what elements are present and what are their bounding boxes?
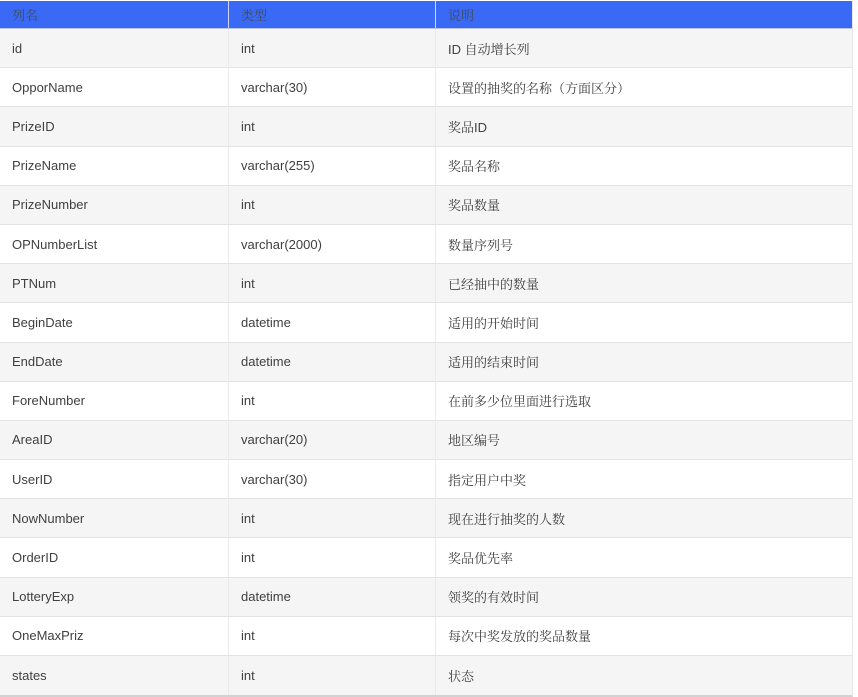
table-row — [0, 578, 852, 617]
cell-field-type: int — [228, 656, 435, 695]
cell-field-name: PTNum — [12, 275, 57, 291]
cell-field-type: int — [228, 186, 435, 224]
table-row — [0, 107, 852, 146]
cell-field-type: varchar(20) — [228, 421, 435, 459]
cell-field-type: varchar(2000) — [228, 225, 435, 263]
table-header-row — [0, 1, 852, 29]
cell-field-type: int — [228, 617, 435, 655]
cell-field-type: varchar(30) — [228, 460, 435, 498]
cell-field-desc: 设置的抽奖的名称（方面区分） — [435, 68, 852, 106]
cell-field-name: ForeNumber — [12, 393, 85, 409]
cell-field-desc: 指定用户中奖 — [435, 460, 852, 498]
cell-field-name: OneMaxPriz — [12, 628, 84, 644]
header-cell-column-desc: 说明 — [435, 1, 852, 28]
cell-field-desc: 在前多少位里面进行选取 — [435, 382, 852, 420]
cell-field-type: varchar(30) — [228, 68, 435, 106]
table-row — [0, 225, 852, 264]
table-row — [0, 186, 852, 225]
table-row — [0, 303, 852, 342]
cell-field-type: int — [228, 499, 435, 537]
cell-field-name: LotteryExp — [12, 589, 75, 605]
cell-field-type: datetime — [228, 303, 435, 341]
table-row — [0, 264, 852, 303]
cell-field-type: int — [228, 264, 435, 302]
cell-field-name: NowNumber — [12, 510, 85, 526]
cell-field-desc: 适用的结束时间 — [435, 343, 852, 381]
cell-field-name: PrizeID — [12, 118, 55, 134]
cell-field-type: int — [228, 107, 435, 145]
table-row — [0, 538, 852, 577]
table-row — [0, 656, 852, 695]
table-body — [0, 29, 852, 695]
cell-field-type: varchar(255) — [228, 147, 435, 185]
table-row — [0, 421, 852, 460]
cell-field-desc: ID 自动增长列 — [435, 29, 852, 67]
cell-field-desc: 领奖的有效时间 — [435, 578, 852, 616]
table-row — [0, 382, 852, 421]
cell-field-type: int — [228, 382, 435, 420]
cell-field-type: int — [228, 538, 435, 576]
cell-field-desc: 每次中奖发放的奖品数量 — [435, 617, 852, 655]
cell-field-desc: 数量序列号 — [435, 225, 852, 263]
cell-field-name: UserID — [12, 471, 53, 487]
header-cell-column-type: 类型 — [228, 1, 435, 28]
cell-field-desc: 奖品ID — [435, 107, 852, 145]
table-row — [0, 343, 852, 382]
cell-field-desc: 现在进行抽奖的人数 — [435, 499, 852, 537]
cell-field-desc: 奖品优先率 — [435, 538, 852, 576]
cell-field-desc: 奖品名称 — [435, 147, 852, 185]
cell-field-type: int — [228, 29, 435, 67]
cell-field-name: OpporName — [12, 79, 83, 95]
table-row — [0, 499, 852, 538]
cell-field-name: OrderID — [12, 550, 59, 566]
cell-field-desc: 适用的开始时间 — [435, 303, 852, 341]
table-row — [0, 617, 852, 656]
cell-field-name: AreaID — [12, 432, 53, 448]
cell-field-desc: 奖品数量 — [435, 186, 852, 224]
cell-field-name: PrizeNumber — [12, 197, 88, 213]
cell-field-desc: 状态 — [435, 656, 852, 695]
cell-field-type: datetime — [228, 343, 435, 381]
cell-field-name: states — [12, 668, 47, 684]
cell-field-name: EndDate — [12, 354, 63, 370]
cell-field-type: datetime — [228, 578, 435, 616]
cell-field-desc: 地区编号 — [435, 421, 852, 459]
table-row — [0, 460, 852, 499]
cell-field-desc: 已经抽中的数量 — [435, 264, 852, 302]
cell-field-name: OPNumberList — [12, 236, 98, 252]
header-cell-column-name: 列名 — [12, 8, 39, 23]
table-row — [0, 29, 852, 68]
cell-field-name: id — [12, 40, 23, 56]
table-row — [0, 68, 852, 107]
table-row — [0, 147, 852, 186]
schema-table — [0, 1, 853, 697]
cell-field-name: PrizeName — [12, 158, 77, 174]
cell-field-name: BeginDate — [12, 314, 73, 330]
